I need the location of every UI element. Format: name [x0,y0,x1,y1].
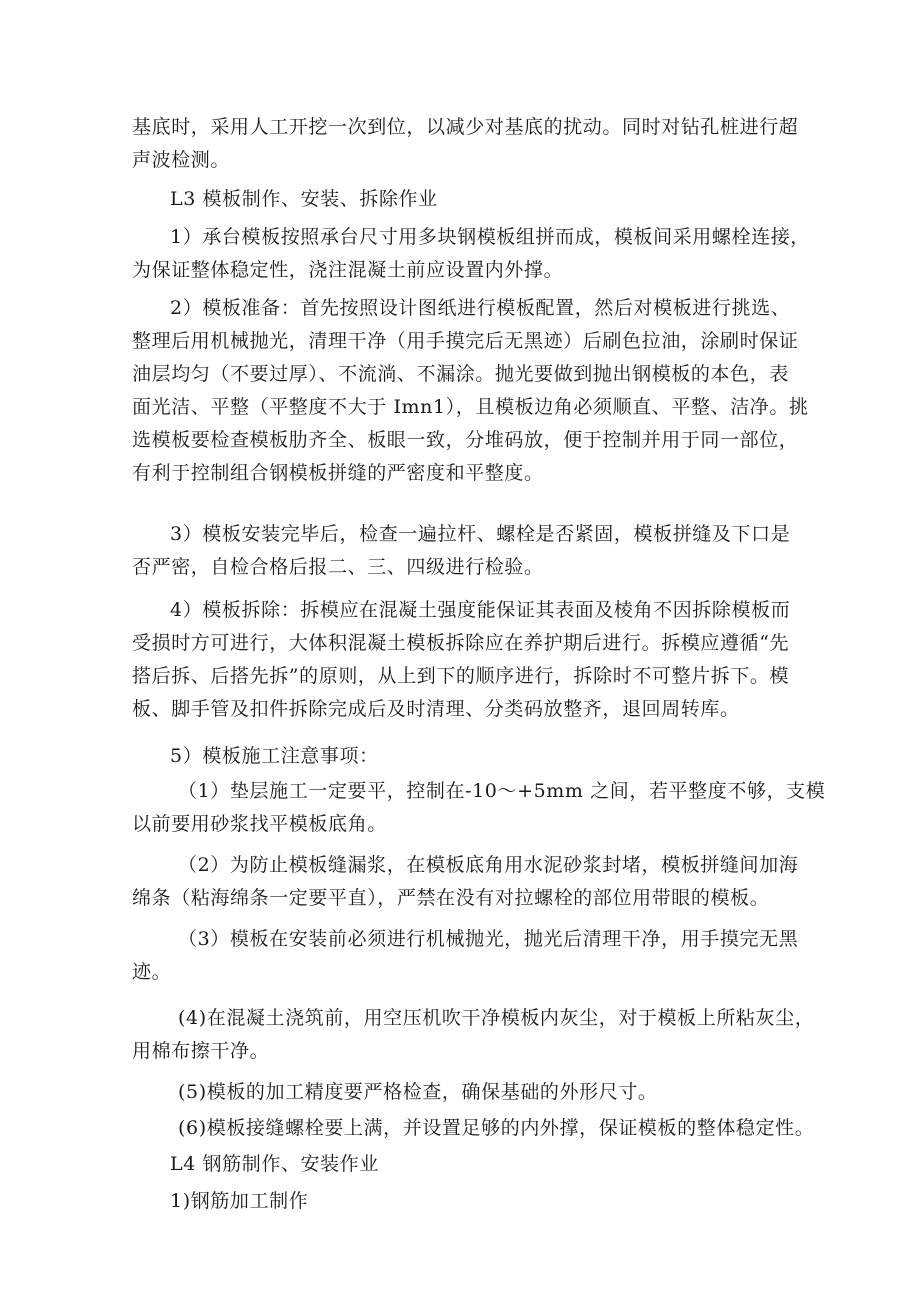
text-line: 板、脚手管及扣件拆除完成后及时清理、分类码放整齐，退回周转库。 [132,698,740,720]
text-line: 否严密，自检合格后报二、三、四级进行检验。 [132,556,544,578]
text-line: （1）垫层施工一定要平，控制在-10～+5mm 之间，若平整度不够，支模 [178,780,826,802]
heading-text: L4 钢筋制作、安装作业 [170,1153,379,1175]
heading-text: 1)钢筋加工制作 [170,1190,309,1212]
paragraph-item-2 [132,292,850,490]
subsection-heading [170,1185,850,1218]
text-line: 迹。 [132,961,172,983]
text-line: 用棉布擦干净。 [132,1040,270,1062]
section-heading-l3 [170,183,850,216]
text-line: (5)模板的加工精度要严格检查，确保基础的外形尺寸。 [178,1081,658,1103]
heading-text: L3 模板制作、安装、拆除作业 [170,188,438,210]
text-line: (6)模板接缝螺栓要上满，并设置足够的内外撑，保证模板的整体稳定性。 [178,1117,815,1139]
text-line: (4)在混凝土浇筑前，用空压机吹干净模板内灰尘，对于模板上所粘灰尘， [178,1007,815,1029]
text-line: 2）模板准备：首先按照设计图纸进行模板配置，然后对模板进行挑选、 [170,297,791,319]
paragraph-item-3 [132,518,850,584]
text-line: （3）模板在安装前必须进行机械抛光，抛光后清理干净，用手摸完无黑 [178,928,799,950]
text-line: 有利于控制组合钢模板拼缝的严密度和平整度。 [132,462,544,484]
paragraph-foundation-excavation [132,111,812,177]
text-line: 油层均匀（不要过厚）、不流淌、不漏涂。抛光要做到抛出钢模板的本色，表 [132,363,789,385]
text-line: 基底时，采用人工开挖一次到位，以减少对基底的扰动。同时对钻孔桩进行超 [132,116,799,138]
text-line: 声波检测。 [132,149,231,171]
paragraph-item-1 [132,221,850,287]
text-line: 面光洁、平整（平整度不大于 Imn1），且模板边角必须顺直、平整、洁净。挑 [132,396,809,418]
paragraph-item-5 [170,740,850,773]
text-line: 选模板要检查模板肋齐全、板眼一致，分堆码放，便于控制并用于同一部位， [132,429,799,451]
section-heading-l4 [170,1148,850,1181]
text-line: （2）为防止模板缝漏浆，在模板底角用水泥砂浆封堵，模板拼缝间加海 [178,854,799,876]
paragraph-note-2 [132,849,858,915]
paragraph-note-4 [132,1002,858,1068]
paragraph-note-3 [132,923,858,989]
paragraph-item-4 [132,594,850,726]
text-line: 3）模板安装完毕后，检查一遍拉杆、螺栓是否紧固，模板拼缝及下口是 [170,523,791,545]
text-line: 5）模板施工注意事项： [170,745,379,767]
text-line: 整理后用机械抛光，清理干净（用手摸完后无黑迹）后刷色拉油，涂刷时保证 [132,330,799,352]
text-line: 绵条（粘海绵条一定要平直），严禁在没有对拉螺栓的部位用带眼的模板。 [132,887,770,909]
text-line: 搭后拆、后搭先拆”的原则，从上到下的顺序进行，拆除时不可整片拆下。模 [132,665,790,687]
text-line: 1）承台模板按照承台尺寸用多块钢模板组拼而成，模板间采用螺栓连接， [170,226,810,248]
paragraph-note-1 [132,775,858,841]
paragraph-note-6 [178,1112,858,1145]
text-line: 为保证整体稳定性，浇注混凝土前应设置内外撑。 [132,259,564,281]
paragraph-note-5 [178,1076,858,1109]
text-line: 以前要用砂浆找平模板底角。 [132,813,387,835]
text-line: 4）模板拆除：拆模应在混凝土强度能保证其表面及棱角不因拆除模板而 [170,599,791,621]
text-line: 受损时方可进行，大体积混凝土模板拆除应在养护期后进行。拆模应遵循“先 [132,632,790,654]
